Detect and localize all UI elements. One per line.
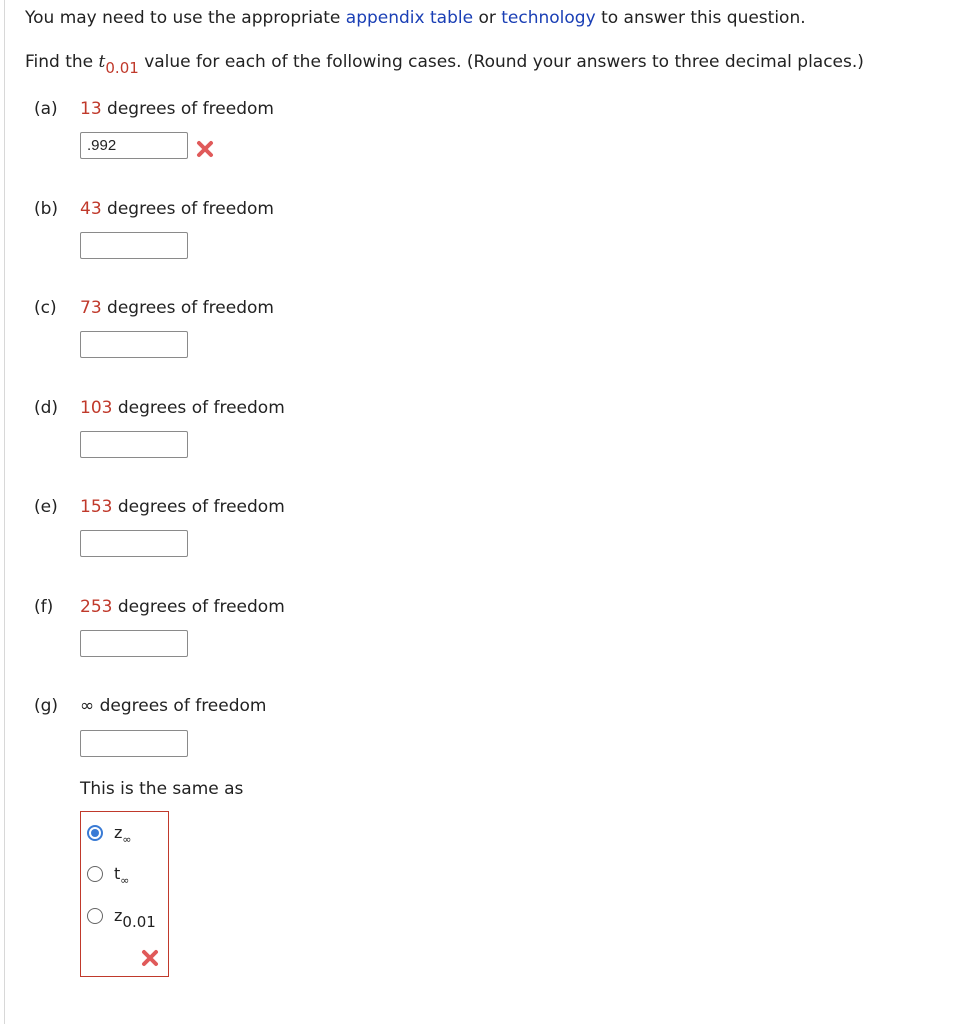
df-suffix: degrees of freedom [107, 298, 274, 318]
option-t-infinity[interactable] [87, 863, 167, 889]
df-value: ∞ [80, 696, 95, 716]
option-subscript: 0.01 [122, 913, 156, 931]
part-label: (e) [34, 497, 58, 517]
option-label [114, 823, 132, 846]
df-suffix: degrees of freedom [117, 398, 285, 418]
part-e-prompt [34, 497, 285, 517]
part-b-prompt [34, 199, 274, 219]
instruction-text [25, 52, 864, 77]
df-value: 103 [80, 398, 113, 418]
incorrect-x-icon [140, 948, 160, 968]
df-value: 43 [80, 199, 102, 219]
df-value: 153 [80, 497, 113, 517]
option-label [114, 864, 130, 887]
option-label [114, 906, 156, 931]
part-a-prompt [34, 99, 274, 119]
instruction-suffix: value for each of the following cases. (Round your answers to three decimal places.) [138, 52, 864, 72]
radio-button[interactable] [87, 866, 103, 882]
t-subscript: 0.01 [105, 59, 139, 77]
part-label: (d) [34, 398, 59, 418]
part-label: (g) [34, 696, 59, 716]
option-base: z [114, 906, 123, 925]
incorrect-x-icon [195, 139, 215, 159]
intro-mid: or [473, 8, 502, 28]
df-value: 73 [80, 298, 102, 318]
part-label: (f) [34, 597, 54, 617]
df-suffix: degrees of freedom [107, 99, 274, 119]
part-f-prompt [34, 597, 285, 617]
radio-button-selected[interactable] [87, 825, 103, 841]
part-d-prompt [34, 398, 285, 418]
answer-input-e[interactable] [80, 530, 188, 557]
df-suffix: degrees of freedom [117, 497, 285, 517]
answer-input-b[interactable] [80, 232, 188, 259]
part-label: (a) [34, 99, 58, 119]
part-label: (c) [34, 298, 57, 318]
option-subscript: ∞ [120, 874, 130, 887]
same-as-text: This is the same as [80, 779, 244, 799]
option-base: z [114, 823, 123, 842]
intro-prefix: You may need to use the appropriate [25, 8, 346, 28]
left-border [4, 0, 5, 1024]
df-suffix: degrees of freedom [99, 696, 267, 716]
df-suffix: degrees of freedom [117, 597, 285, 617]
answer-input-c[interactable] [80, 331, 188, 358]
instruction-prefix: Find the [25, 52, 99, 72]
part-c-prompt [34, 298, 274, 318]
intro-text [25, 8, 806, 28]
df-value: 13 [80, 99, 102, 119]
answer-input-d[interactable] [80, 431, 188, 458]
option-z-infinity[interactable] [87, 822, 167, 848]
option-z-001[interactable] [87, 905, 167, 931]
option-subscript: ∞ [122, 833, 132, 846]
df-suffix: degrees of freedom [107, 199, 274, 219]
part-label: (b) [34, 199, 59, 219]
radio-button[interactable] [87, 908, 103, 924]
df-value: 253 [80, 597, 113, 617]
appendix-table-link[interactable]: appendix table [345, 8, 474, 28]
part-g-prompt [34, 696, 266, 716]
choice-group [80, 811, 169, 977]
intro-suffix: to answer this question. [595, 8, 806, 28]
option-base: t [114, 864, 121, 883]
technology-link[interactable]: technology [501, 8, 596, 28]
answer-input-f[interactable] [80, 630, 188, 657]
answer-input-a[interactable] [80, 132, 188, 159]
answer-input-g[interactable] [80, 730, 188, 757]
t-symbol: t [98, 52, 106, 72]
